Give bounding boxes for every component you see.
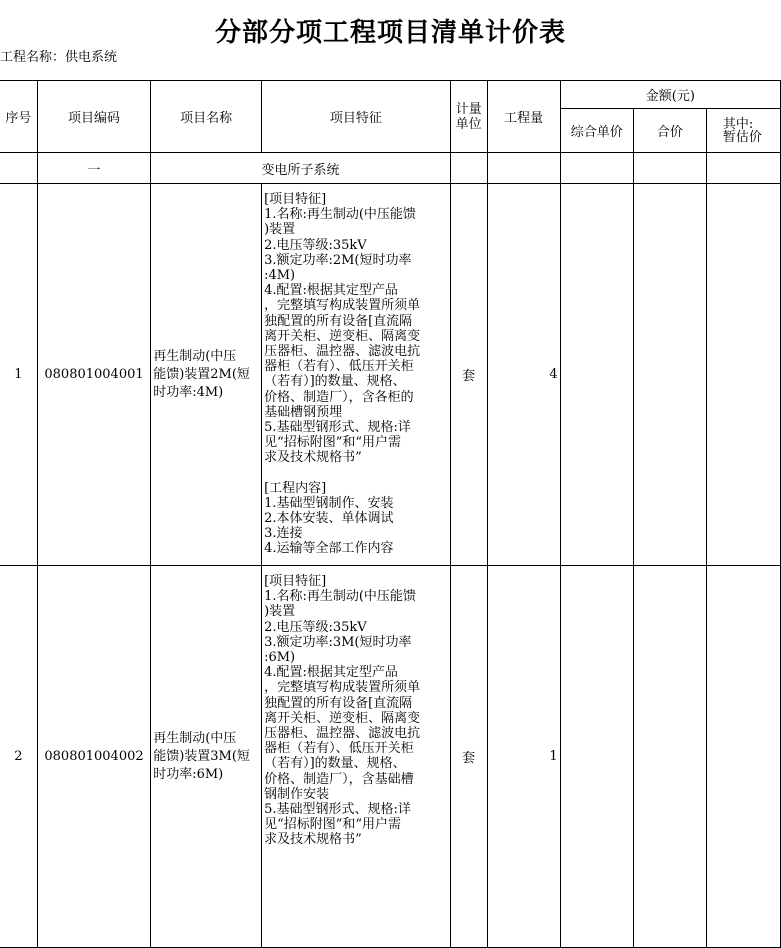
feature-line: 钢制作安装	[264, 786, 330, 802]
row-seq: 2	[0, 566, 37, 948]
feature-line: 4.运输等全部工作内容	[264, 541, 394, 557]
row-qty: 4	[487, 184, 560, 566]
feature-line: :4M)	[264, 268, 296, 284]
feature-line: ，完整填写构成装置所须单	[264, 680, 421, 696]
feature-line: 1.基础型钢制作、安装	[264, 495, 394, 511]
section-seq	[0, 153, 37, 184]
row-code: 080801004001	[37, 184, 150, 566]
section-row	[0, 153, 781, 184]
feature-line: 离开关柜、逆变柜、隔离变	[264, 710, 421, 726]
row-feature	[262, 184, 451, 566]
page-title: 分部分项工程项目清单计价表	[214, 18, 566, 48]
feature-line: 2.本体安装、单体调试	[264, 511, 394, 527]
feature-line: （若有）]的数量、规格、	[264, 374, 406, 390]
feature-line: 见“招标附图”和“用户需	[264, 435, 402, 451]
header-seq: 序号	[0, 81, 37, 153]
header-provisional-line1: 其中:	[722, 116, 754, 132]
section-provisional	[706, 153, 780, 184]
header-code: 项目编码	[37, 81, 150, 153]
project-name-label: 工程名称：供电系统	[0, 50, 118, 65]
feature-line: [项目特征]	[264, 574, 327, 589]
feature-line: 基础槽钢预埋	[264, 404, 343, 420]
header-unit-price: 综合单价	[560, 109, 633, 153]
section-qty	[487, 153, 560, 184]
row-name	[151, 566, 262, 948]
feature-line: 4.配置:根据其定型产品	[264, 665, 398, 681]
feature-spacer	[264, 466, 448, 481]
feature-line: ，完整填写构成装置所须单	[264, 298, 421, 314]
feature-line: :6M)	[264, 650, 296, 666]
header-unit-line1: 计量	[455, 101, 482, 117]
section-total	[633, 153, 706, 184]
row-name-line: 时功率:4M)	[153, 384, 224, 400]
feature-line: 独配置的所有设备[直流隔	[264, 313, 413, 329]
feature-line: 见“招标附图”和“用户需	[264, 817, 402, 833]
feature-line: 5.基础型钢形式、规格:详	[264, 420, 411, 436]
feature-line: 1.名称:再生制动(中压能馈	[264, 589, 416, 605]
row-feature	[262, 566, 451, 948]
row-unit: 套	[450, 566, 487, 948]
section-unit-price	[560, 153, 633, 184]
header-provisional-line2: 暂估价	[722, 129, 762, 145]
feature-line: （若有）]的数量、规格、	[264, 756, 406, 772]
bill-table-wrapper	[0, 80, 781, 948]
header-feature: 项目特征	[262, 81, 451, 153]
feature-line: 器柜（若有）、低压开关柜	[264, 359, 414, 375]
feature-line: 独配置的所有设备[直流隔	[264, 695, 413, 711]
feature-line: 压器柜、温控器、滤波电抗	[264, 726, 421, 742]
row-code: 080801004002	[37, 566, 150, 948]
feature-line: [工程内容]	[264, 480, 327, 496]
row-qty: 1	[487, 566, 560, 948]
row-name-line: 时功率:6M)	[153, 766, 224, 782]
header-unit-line2: 单位	[455, 116, 482, 132]
row-unit: 套	[450, 184, 487, 566]
row-name-line: 再生制动(中压	[153, 348, 237, 364]
row-unit-price	[560, 566, 633, 948]
section-name: 变电所子系统	[151, 153, 451, 184]
feature-line: )装置	[264, 604, 296, 620]
row-name-line: 能馈)装置3M(短	[153, 748, 250, 764]
section-unit	[450, 153, 487, 184]
section-code: 一	[37, 153, 150, 184]
header-provisional	[706, 109, 780, 153]
feature-line: )装置	[264, 222, 296, 238]
row-unit-price	[560, 184, 633, 566]
row-seq: 1	[0, 184, 37, 566]
row-name-line: 再生制动(中压	[153, 730, 237, 746]
feature-line: 离开关柜、逆变柜、隔离变	[264, 328, 421, 344]
header-total: 合价	[633, 109, 706, 153]
header-unit	[450, 81, 487, 153]
row-provisional	[706, 184, 780, 566]
row-total	[633, 184, 706, 566]
header-name: 项目名称	[151, 81, 262, 153]
row-total	[633, 566, 706, 948]
feature-line: 器柜（若有）、低压开关柜	[264, 741, 414, 757]
row-name-line: 能馈)装置2M(短	[153, 366, 250, 382]
feature-line: 求及技术规格书”	[264, 832, 362, 848]
feature-line: 压器柜、温控器、滤波电抗	[264, 344, 421, 360]
feature-line: 价格、制造厂），含基础槽	[264, 771, 414, 787]
feature-line: 3.连接	[264, 526, 303, 542]
feature-line: 5.基础型钢形式、规格:详	[264, 802, 411, 818]
feature-line: 3.额定功率:3M(短时功率	[264, 634, 412, 650]
table-row	[0, 184, 781, 566]
feature-line: 4.配置:根据其定型产品	[264, 283, 398, 299]
feature-line: [项目特征]	[264, 192, 327, 207]
row-provisional	[706, 566, 780, 948]
feature-line: 2.电压等级:35kV	[264, 237, 367, 253]
bill-table	[0, 80, 781, 948]
feature-line: 1.名称:再生制动(中压能馈	[264, 207, 416, 223]
feature-line: 价格、制造厂），含各柜的	[264, 389, 414, 405]
feature-line: 求及技术规格书”	[264, 450, 362, 466]
header-qty: 工程量	[487, 81, 560, 153]
table-row	[0, 566, 781, 948]
header-amount: 金额(元)	[560, 81, 780, 109]
row-name	[151, 184, 262, 566]
feature-line: 2.电压等级:35kV	[264, 619, 367, 635]
feature-line: 3.额定功率:2M(短时功率	[264, 252, 412, 268]
